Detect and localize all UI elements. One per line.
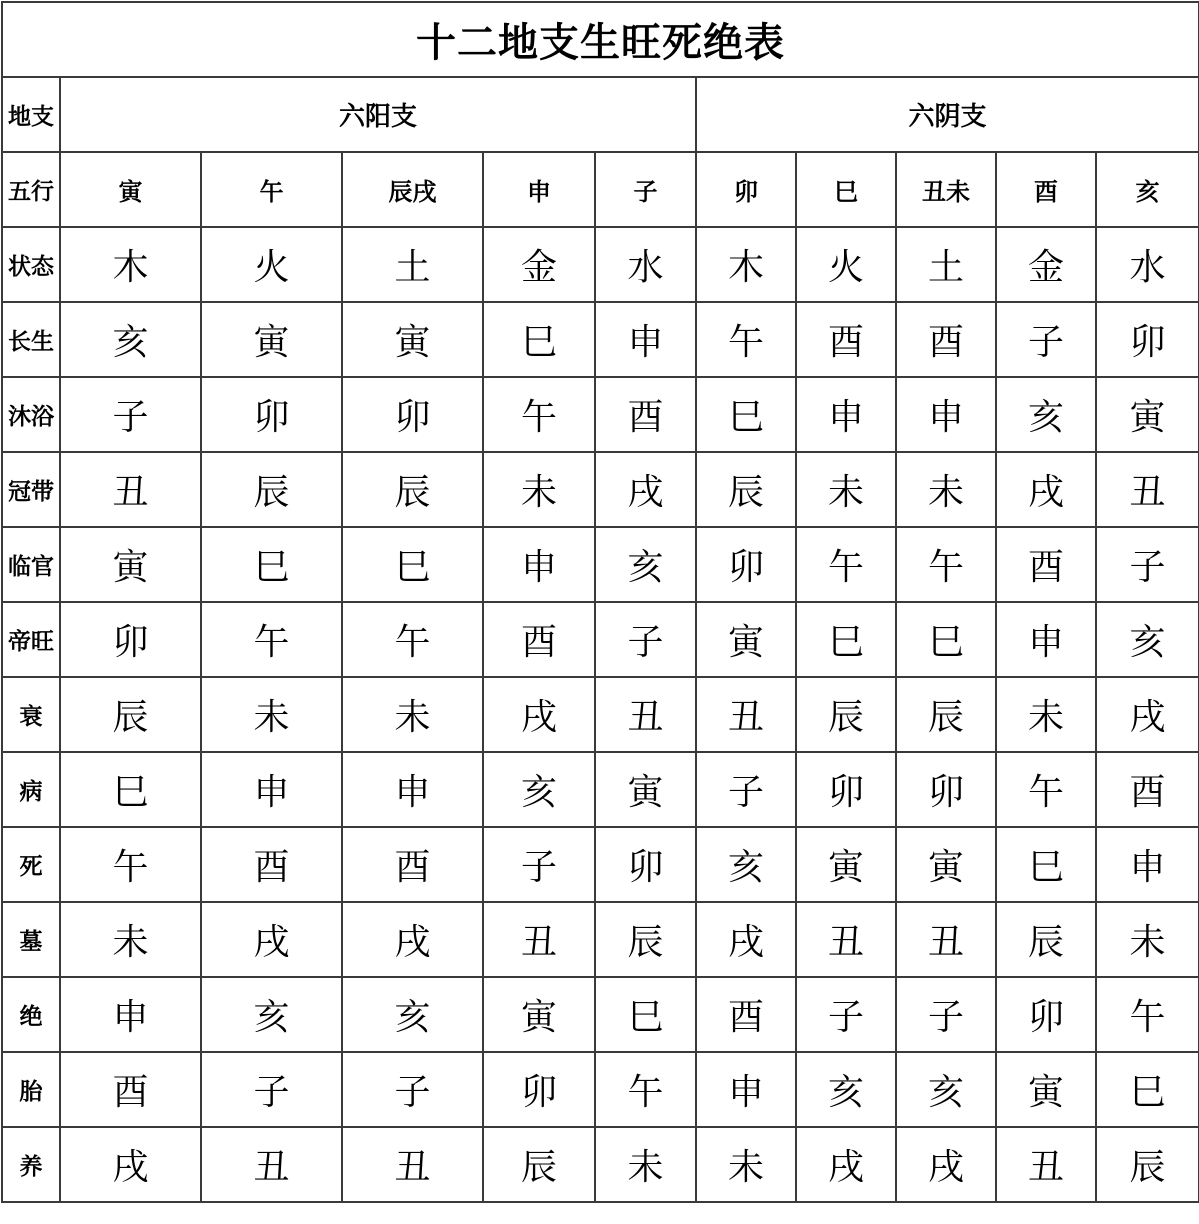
table-cell: 申 [342, 752, 483, 827]
table-cell: 酉 [696, 977, 796, 1052]
table-cell: 卯 [342, 377, 483, 452]
branch-header-row [2, 152, 1199, 227]
row-label: 冠带 [2, 452, 60, 527]
table-cell: 寅 [595, 752, 696, 827]
row-label: 沐浴 [2, 377, 60, 452]
table-row [2, 1052, 1199, 1127]
table-cell: 未 [483, 452, 595, 527]
table-cell: 申 [483, 527, 595, 602]
table-cell: 亥 [896, 1052, 996, 1127]
table-cell: 巳 [996, 827, 1096, 902]
row-label: 长生 [2, 302, 60, 377]
table-cell: 辰 [896, 677, 996, 752]
table-cell: 酉 [595, 377, 696, 452]
table-cell: 金 [996, 227, 1096, 302]
row-label: 临官 [2, 527, 60, 602]
twelve-branches-table [1, 1, 1199, 1203]
table-cell: 辰 [696, 452, 796, 527]
table-cell: 戌 [60, 1127, 201, 1202]
table-cell: 酉 [996, 527, 1096, 602]
table-cell: 申 [595, 302, 696, 377]
table-cell: 未 [201, 677, 342, 752]
branch-header: 巳 [796, 152, 896, 227]
table-cell: 丑 [342, 1127, 483, 1202]
table-cell: 亥 [796, 1052, 896, 1127]
table-cell: 寅 [483, 977, 595, 1052]
table-row [2, 302, 1199, 377]
table-cell: 卯 [483, 1052, 595, 1127]
table-cell: 卯 [996, 977, 1096, 1052]
table-cell: 午 [483, 377, 595, 452]
row-label: 衰 [2, 677, 60, 752]
table-cell: 巳 [696, 377, 796, 452]
table-cell: 巳 [342, 527, 483, 602]
table-cell: 亥 [696, 827, 796, 902]
table-cell: 酉 [60, 1052, 201, 1127]
table-cell: 午 [996, 752, 1096, 827]
table-cell: 申 [696, 1052, 796, 1127]
table-cell: 子 [796, 977, 896, 1052]
table-cell: 水 [1096, 227, 1199, 302]
table-cell: 午 [201, 602, 342, 677]
table-row [2, 527, 1199, 602]
table-cell: 巳 [1096, 1052, 1199, 1127]
table-cell: 巳 [595, 977, 696, 1052]
table-cell: 土 [342, 227, 483, 302]
table-cell: 亥 [1096, 602, 1199, 677]
table-cell: 火 [201, 227, 342, 302]
table-cell: 丑 [1096, 452, 1199, 527]
table-row [2, 227, 1199, 302]
table-cell: 水 [595, 227, 696, 302]
row-label: 养 [2, 1127, 60, 1202]
table-cell: 子 [342, 1052, 483, 1127]
table-row [2, 377, 1199, 452]
row-label: 绝 [2, 977, 60, 1052]
table-row [2, 902, 1199, 977]
table-cell: 丑 [483, 902, 595, 977]
table-cell: 戌 [896, 1127, 996, 1202]
table-cell: 亥 [996, 377, 1096, 452]
table-cell: 寅 [60, 527, 201, 602]
table-cell: 申 [60, 977, 201, 1052]
table-cell: 戌 [996, 452, 1096, 527]
table-cell: 寅 [896, 827, 996, 902]
table-cell: 午 [1096, 977, 1199, 1052]
table-cell: 辰 [60, 677, 201, 752]
table-cell: 亥 [342, 977, 483, 1052]
table-row [2, 752, 1199, 827]
table-row [2, 827, 1199, 902]
row-label: 死 [2, 827, 60, 902]
table-cell: 午 [696, 302, 796, 377]
table-cell: 卯 [696, 527, 796, 602]
table-cell: 戌 [201, 902, 342, 977]
table-cell: 丑 [996, 1127, 1096, 1202]
table-cell: 巳 [896, 602, 996, 677]
row-label: 病 [2, 752, 60, 827]
table-cell: 巳 [60, 752, 201, 827]
table-cell: 申 [201, 752, 342, 827]
table-cell: 亥 [483, 752, 595, 827]
table-row [2, 602, 1199, 677]
row-label: 帝旺 [2, 602, 60, 677]
label-wuxing: 五行 [2, 152, 60, 227]
title-row [2, 2, 1199, 77]
table-cell: 丑 [696, 677, 796, 752]
table-cell: 子 [996, 302, 1096, 377]
branch-header: 亥 [1096, 152, 1199, 227]
table-cell: 巳 [201, 527, 342, 602]
table-cell: 酉 [896, 302, 996, 377]
table-cell: 戌 [696, 902, 796, 977]
table-cell: 丑 [60, 452, 201, 527]
branch-header: 申 [483, 152, 595, 227]
table-row [2, 1127, 1199, 1202]
table-cell: 午 [896, 527, 996, 602]
table-cell: 子 [896, 977, 996, 1052]
label-dizhi: 地支 [2, 77, 60, 152]
table-cell: 寅 [201, 302, 342, 377]
branch-header: 丑未 [896, 152, 996, 227]
table-cell: 午 [342, 602, 483, 677]
table-cell: 寅 [696, 602, 796, 677]
table-cell: 酉 [483, 602, 595, 677]
branch-header: 辰戌 [342, 152, 483, 227]
table-cell: 辰 [201, 452, 342, 527]
table-cell: 子 [483, 827, 595, 902]
table-cell: 午 [796, 527, 896, 602]
table-cell: 未 [1096, 902, 1199, 977]
branch-header: 子 [595, 152, 696, 227]
table-cell: 木 [60, 227, 201, 302]
table-cell: 卯 [796, 752, 896, 827]
table-cell: 巳 [483, 302, 595, 377]
table-cell: 未 [696, 1127, 796, 1202]
table-cell: 戌 [796, 1127, 896, 1202]
table-cell: 木 [696, 227, 796, 302]
row-label: 状态 [2, 227, 60, 302]
table-cell: 卯 [1096, 302, 1199, 377]
table-cell: 辰 [342, 452, 483, 527]
table-cell: 申 [796, 377, 896, 452]
table-cell: 寅 [796, 827, 896, 902]
table-cell: 未 [996, 677, 1096, 752]
table-row [2, 977, 1199, 1052]
row-label: 胎 [2, 1052, 60, 1127]
table-cell: 戌 [342, 902, 483, 977]
group-yin-header: 六阴支 [696, 77, 1199, 152]
table-cell: 卯 [896, 752, 996, 827]
table-cell: 辰 [483, 1127, 595, 1202]
branch-header: 寅 [60, 152, 201, 227]
table-cell: 土 [896, 227, 996, 302]
table-cell: 寅 [1096, 377, 1199, 452]
table-cell: 丑 [595, 677, 696, 752]
table-cell: 子 [595, 602, 696, 677]
table-cell: 子 [201, 1052, 342, 1127]
table-cell: 卯 [60, 602, 201, 677]
table-cell: 辰 [796, 677, 896, 752]
table-cell: 辰 [595, 902, 696, 977]
table-cell: 火 [796, 227, 896, 302]
table-cell: 午 [60, 827, 201, 902]
table-cell: 卯 [201, 377, 342, 452]
group-yang-header: 六阳支 [60, 77, 696, 152]
table-cell: 子 [1096, 527, 1199, 602]
table-cell: 戌 [595, 452, 696, 527]
table-cell: 酉 [201, 827, 342, 902]
table-cell: 戌 [483, 677, 595, 752]
table-cell: 午 [595, 1052, 696, 1127]
table-cell: 未 [896, 452, 996, 527]
table-cell: 寅 [996, 1052, 1096, 1127]
table-cell: 丑 [896, 902, 996, 977]
table-cell: 申 [996, 602, 1096, 677]
table-cell: 未 [595, 1127, 696, 1202]
table-cell: 寅 [342, 302, 483, 377]
table-cell: 卯 [595, 827, 696, 902]
table-row [2, 677, 1199, 752]
table-cell: 子 [60, 377, 201, 452]
table-cell: 酉 [1096, 752, 1199, 827]
table-cell: 未 [342, 677, 483, 752]
table-cell: 子 [696, 752, 796, 827]
group-header-row [2, 77, 1199, 152]
table-cell: 丑 [201, 1127, 342, 1202]
table-cell: 酉 [796, 302, 896, 377]
table-cell: 申 [896, 377, 996, 452]
table-cell: 亥 [201, 977, 342, 1052]
branch-header: 酉 [996, 152, 1096, 227]
table-cell: 亥 [60, 302, 201, 377]
row-label: 墓 [2, 902, 60, 977]
table-row [2, 452, 1199, 527]
table-cell: 酉 [342, 827, 483, 902]
table-cell: 亥 [595, 527, 696, 602]
branch-header: 卯 [696, 152, 796, 227]
table-title: 十二地支生旺死绝表 [2, 2, 1199, 77]
table-cell: 巳 [796, 602, 896, 677]
branch-header: 午 [201, 152, 342, 227]
table-cell: 金 [483, 227, 595, 302]
table-cell: 未 [796, 452, 896, 527]
table-cell: 辰 [1096, 1127, 1199, 1202]
table-cell: 未 [60, 902, 201, 977]
table-cell: 戌 [1096, 677, 1199, 752]
table-cell: 丑 [796, 902, 896, 977]
table-cell: 申 [1096, 827, 1199, 902]
table-cell: 辰 [996, 902, 1096, 977]
